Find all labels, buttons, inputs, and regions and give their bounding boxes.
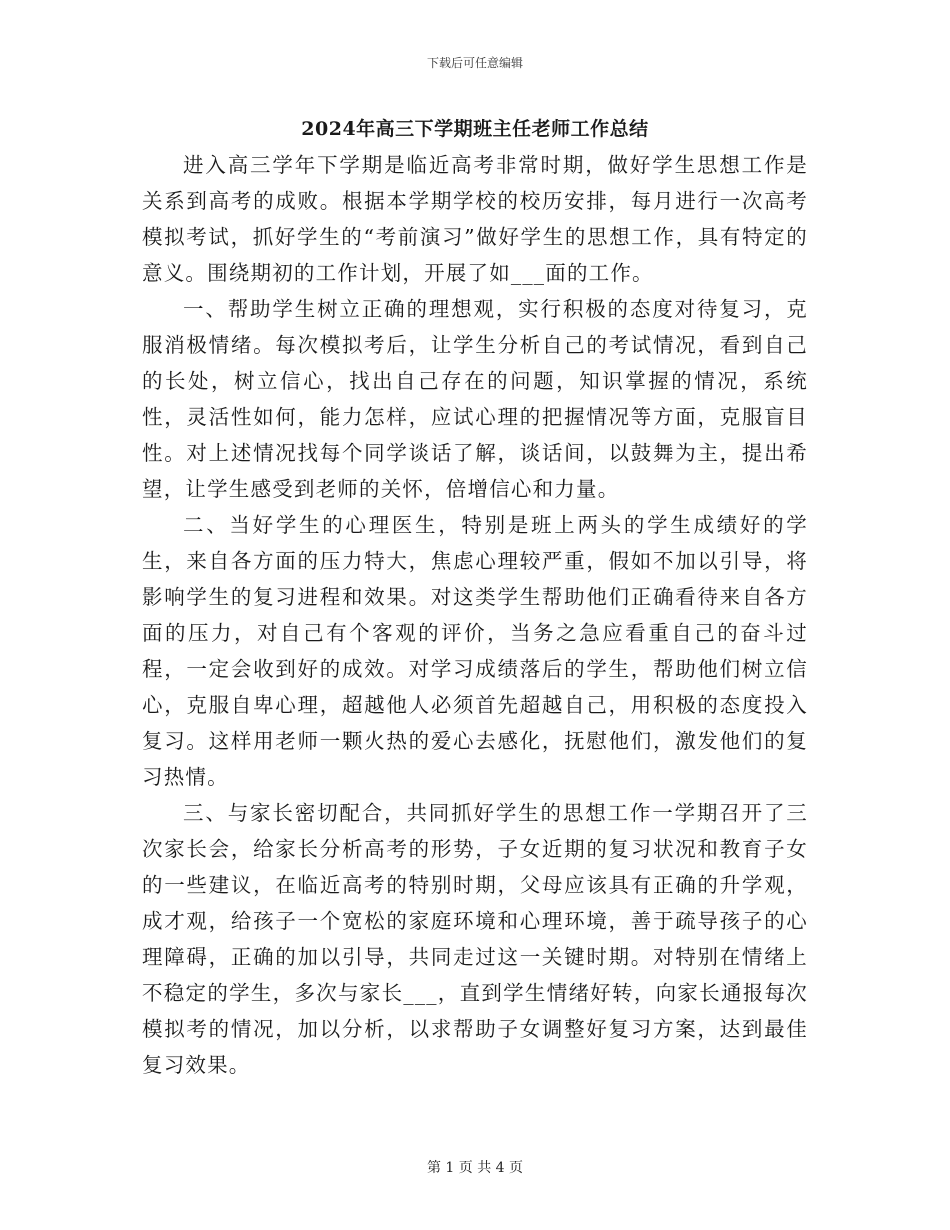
header-note: 下载后可任意编辑 — [426, 56, 523, 70]
paragraph-section-3: 三、与家长密切配合，共同抓好学生的思想工作一学期召开了三次家长会，给家长分析高考的形势，子女近期的复习状况和教育子女的一些建议，在临近高考的特别时期，父母应该具有正确的升学观，成才观，给孩子一个宽松的家庭环境和心理环境，善于疏导孩子的心理障碍，正确的加以引导，共同走过这一关键时期。对特别在情绪上不稳定的学生，多次与家长___，直到学生情绪好转，向家长通报每次模拟考的情况，加以分析，以求帮助子女调整好复习方案，达到最佳复习效果。 — [142, 801, 808, 1077]
page-number: 第 1 页 共 4 页 — [426, 1160, 524, 1176]
paragraph-section-2: 二、当好学生的心理医生，特别是班上两头的学生成绩好的学生，来自各方面的压力特大，焦虑心理较严重，假如不加以引导，将影响学生的复习进程和效果。对这类学生帮助他们正确看待来自各方面的压力，对自己有个客观的评价，当务之急应看重自己的奋斗过程，一定会收到好的成效。对学习成绩落后的学生，帮助他们树立信心，克服自卑心理，超越他人必须首先超越自己，用积极的态度投入复习。这样用老师一颗火热的爱心去感化，抚慰他们，激发他们的复习热情。 — [142, 513, 808, 789]
paragraph-section-1: 一、帮助学生树立正确的理想观，实行积极的态度对待复习，克服消极情绪。每次模拟考后，让学生分析自己的考试情况，看到自己的长处，树立信心，找出自己存在的问题，知识掌握的情况，系统性，灵活性如何，能力怎样，应试心理的把握情况等方面，克服盲目性。对上述情况找每个同学谈话了解，谈话间，以鼓舞为主，提出希望，让学生感受到老师的关怀，倍增信心和力量。 — [142, 297, 808, 501]
document-title: 2024年高三下学期班主任老师工作总结 — [301, 118, 649, 140]
paragraph-intro: 进入高三学年下学期是临近高考非常时期，做好学生思想工作是关系到高考的成败。根据本学期学校的校历安排，每月进行一次高考模拟考试，抓好学生的“考前演习”做好学生的思想工作，具有特定的意义。围绕期初的工作计划，开展了如___面的工作。 — [142, 153, 808, 285]
document-body — [142, 147, 808, 1083]
